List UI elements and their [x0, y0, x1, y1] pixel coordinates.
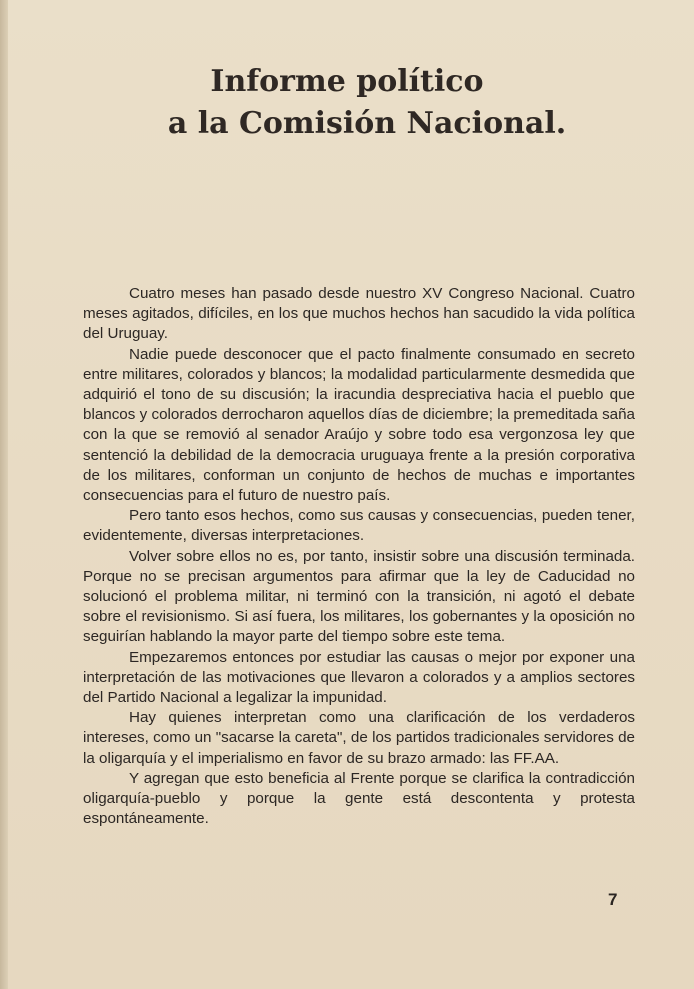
paragraph: Pero tanto esos hechos, como sus causas y consecuencias, pueden tener, evidentemente, diversas interpretaciones.: [83, 507, 635, 545]
paragraph: Y agregan que esto beneficia al Frente porque se clarifica la contradicción oligarquía-pueblo y porque la gente está descontenta y protesta espontáneamente.: [83, 769, 635, 828]
paragraph: Nadie puede desconocer que el pacto finalmente consumado en secreto entre militares, colorados y blancos; la modalidad particularmente desmedida que adquirió el tono de su discusión; la iracundia despreciativa hacia el pueblo que blancos y colorados derrocharon aquellos días de diciembre; la premeditada saña con la que se removió al senador Araújo y sobre todo esa vergonzosa ley que sentenció la debilidad de la democracia uruguaya frente a la presión corporativa de los militares, conforman un conjunto de hechos de muchas e importantes consecuencias para el futuro de nuestro país.: [83, 345, 635, 505]
paragraph: Volver sobre ellos no es, por tanto, insistir sobre una discusión terminada. Porque no se precisan argumentos para afirmar que la ley de Caducidad no solucionó el problema militar, ni terminó con la transición, ni agotó el debate sobre el revisionismo. Si así fuera, los militares, los gobernantes y la oposición no seguirían hablando la mayor parte del tiempo sobre este tema.: [83, 547, 635, 646]
paragraph: Cuatro meses han pasado desde nuestro XV Congreso Nacional. Cuatro meses agitados, difíciles, en los que muchos hechos han sacudido la vida política del Uruguay.: [83, 285, 635, 343]
page-title: [0, 62, 694, 146]
title-line-2: a la Comisión Nacional.: [167, 106, 567, 141]
paragraph: Hay quienes interpretan como una clarificación de los verdaderos intereses, como un "sacarse la careta", de los partidos tradicionales servidores de la oligarquía y el imperialismo en favor de su brazo armado: las FF.AA.: [83, 709, 635, 767]
title-line-1: Informe político: [210, 64, 484, 99]
body-text: [83, 284, 635, 829]
page-number: 7: [608, 890, 618, 909]
paragraph: Empezaremos entonces por estudiar las causas o mejor por exponer una interpretación de las motivaciones que llevaron a colorados y a amplios sectores del Partido Nacional a legalizar la impunidad.: [83, 648, 635, 707]
